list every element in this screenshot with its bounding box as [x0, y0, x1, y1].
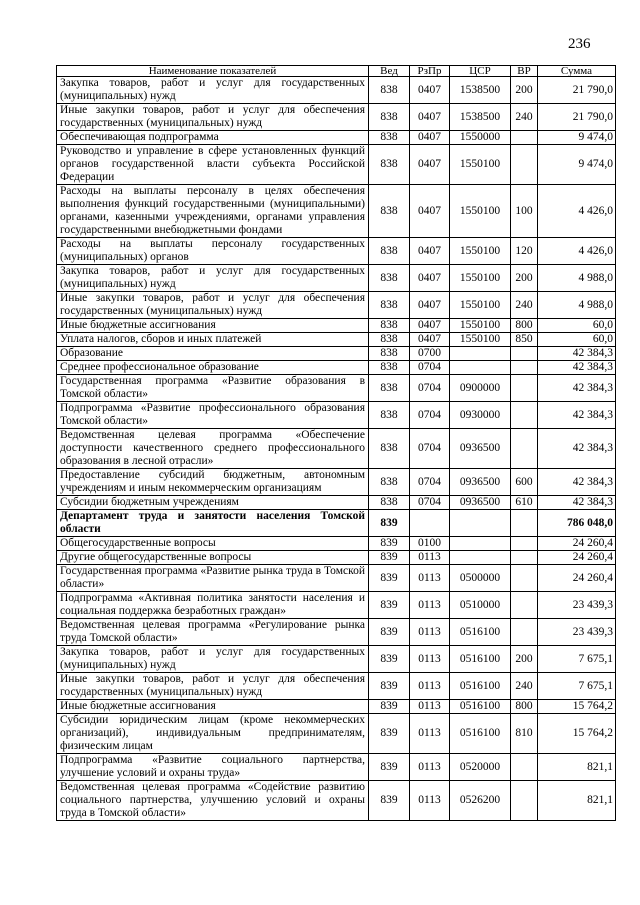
cell-vr: 240	[511, 673, 538, 700]
table-row	[57, 510, 616, 537]
table-row	[57, 496, 616, 510]
table-row	[57, 619, 616, 646]
cell-ved: 838	[369, 361, 410, 375]
cell-ved: 838	[369, 319, 410, 333]
cell-name: Общегосударственные вопросы	[57, 537, 369, 551]
cell-vr	[511, 754, 538, 781]
cell-csr: 0516100	[450, 673, 511, 700]
cell-sum: 4 988,0	[538, 265, 616, 292]
cell-sum: 42 384,3	[538, 496, 616, 510]
table-row	[57, 185, 616, 238]
table-row	[57, 145, 616, 185]
cell-csr: 1538500	[450, 77, 511, 104]
page-number: 236	[568, 36, 591, 52]
table-row	[57, 319, 616, 333]
table-row	[57, 700, 616, 714]
table-row	[57, 469, 616, 496]
cell-rzpr: 0113	[410, 619, 450, 646]
cell-sum: 21 790,0	[538, 104, 616, 131]
cell-ved: 839	[369, 510, 410, 537]
cell-name: Закупка товаров, работ и услуг для государственных (муниципальных) нужд	[57, 265, 369, 292]
table-row	[57, 77, 616, 104]
cell-csr: 1550100	[450, 185, 511, 238]
cell-rzpr: 0113	[410, 673, 450, 700]
cell-ved: 839	[369, 619, 410, 646]
cell-rzpr: 0407	[410, 104, 450, 131]
cell-name: Предоставление субсидий бюджетным, автономным учреждениям и иным некоммерческим организациям	[57, 469, 369, 496]
cell-rzpr: 0407	[410, 77, 450, 104]
cell-name: Подпрограмма «Развитие профессионального образования Томской области»	[57, 402, 369, 429]
cell-ved: 838	[369, 375, 410, 402]
cell-vr: 240	[511, 292, 538, 319]
cell-rzpr: 0113	[410, 754, 450, 781]
cell-sum: 24 260,4	[538, 537, 616, 551]
cell-rzpr: 0704	[410, 429, 450, 469]
cell-rzpr: 0700	[410, 347, 450, 361]
cell-ved: 838	[369, 333, 410, 347]
cell-csr	[450, 537, 511, 551]
cell-ved: 838	[369, 131, 410, 145]
cell-rzpr: 0113	[410, 592, 450, 619]
cell-sum: 4 426,0	[538, 185, 616, 238]
cell-name: Государственная программа «Развитие образования в Томской области»	[57, 375, 369, 402]
cell-ved: 838	[369, 238, 410, 265]
cell-sum: 42 384,3	[538, 429, 616, 469]
table-row	[57, 333, 616, 347]
cell-ved: 838	[369, 292, 410, 319]
cell-rzpr: 0407	[410, 145, 450, 185]
cell-name: Иные закупки товаров, работ и услуг для обеспечения государственных (муниципальных) нужд	[57, 673, 369, 700]
cell-csr: 1550100	[450, 265, 511, 292]
cell-rzpr: 0407	[410, 131, 450, 145]
cell-name: Обеспечивающая подпрограмма	[57, 131, 369, 145]
cell-name: Иные закупки товаров, работ и услуг для обеспечения государственных (муниципальных) нужд	[57, 104, 369, 131]
cell-sum: 42 384,3	[538, 361, 616, 375]
cell-vr: 240	[511, 104, 538, 131]
cell-vr	[511, 429, 538, 469]
table-row	[57, 646, 616, 673]
cell-name: Уплата налогов, сборов и иных платежей	[57, 333, 369, 347]
cell-name: Ведомственная целевая программа «Обеспечение доступности качественного среднего профессионального образования в лесной отрасли»	[57, 429, 369, 469]
cell-vr: 100	[511, 185, 538, 238]
cell-sum: 4 988,0	[538, 292, 616, 319]
cell-csr: 0516100	[450, 714, 511, 754]
cell-rzpr: 0407	[410, 319, 450, 333]
cell-vr: 610	[511, 496, 538, 510]
header-vr: ВР	[511, 66, 538, 77]
table-body	[57, 77, 616, 821]
cell-ved: 838	[369, 347, 410, 361]
cell-rzpr: 0113	[410, 714, 450, 754]
cell-rzpr: 0113	[410, 565, 450, 592]
cell-csr: 0936500	[450, 496, 511, 510]
cell-ved: 839	[369, 646, 410, 673]
table-row	[57, 238, 616, 265]
cell-sum: 42 384,3	[538, 402, 616, 429]
cell-rzpr: 0113	[410, 551, 450, 565]
cell-sum: 9 474,0	[538, 131, 616, 145]
cell-csr: 0526200	[450, 781, 511, 821]
cell-sum: 21 790,0	[538, 77, 616, 104]
cell-csr: 0520000	[450, 754, 511, 781]
cell-name: Иные бюджетные ассигнования	[57, 700, 369, 714]
cell-sum: 60,0	[538, 333, 616, 347]
cell-vr	[511, 510, 538, 537]
cell-vr	[511, 361, 538, 375]
table-row	[57, 375, 616, 402]
cell-ved: 839	[369, 565, 410, 592]
cell-name: Подпрограмма «Развитие социального партнерства, улучшение условий и охраны труда»	[57, 754, 369, 781]
cell-csr: 0930000	[450, 402, 511, 429]
cell-sum: 42 384,3	[538, 347, 616, 361]
cell-vr: 800	[511, 319, 538, 333]
table-row	[57, 429, 616, 469]
cell-name: Департамент труда и занятости населения Томской области	[57, 510, 369, 537]
cell-sum: 9 474,0	[538, 145, 616, 185]
cell-name: Расходы на выплаты персоналу в целях обеспечения выполнения функций государственными (муниципальными) органами, казенными учреждениями, органами управления государственными внебюджетными фондами	[57, 185, 369, 238]
cell-vr	[511, 537, 538, 551]
cell-vr: 850	[511, 333, 538, 347]
cell-sum: 821,1	[538, 781, 616, 821]
cell-vr: 200	[511, 265, 538, 292]
cell-rzpr: 0113	[410, 700, 450, 714]
cell-vr: 120	[511, 238, 538, 265]
cell-vr	[511, 145, 538, 185]
cell-csr: 0510000	[450, 592, 511, 619]
table-row	[57, 537, 616, 551]
cell-csr: 1550100	[450, 292, 511, 319]
cell-vr: 200	[511, 646, 538, 673]
cell-csr: 1550000	[450, 131, 511, 145]
cell-ved: 838	[369, 429, 410, 469]
table-row	[57, 361, 616, 375]
table-row	[57, 551, 616, 565]
cell-vr: 600	[511, 469, 538, 496]
header-name: Наименование показателей	[57, 66, 369, 77]
cell-name: Образование	[57, 347, 369, 361]
header-ved: Вед	[369, 66, 410, 77]
cell-name: Руководство и управление в сфере установленных функций органов государственной власти субъекта Российской Федерации	[57, 145, 369, 185]
budget-table	[56, 65, 616, 821]
cell-name: Среднее профессиональное образование	[57, 361, 369, 375]
cell-vr: 810	[511, 714, 538, 754]
cell-ved: 839	[369, 537, 410, 551]
table-row	[57, 781, 616, 821]
cell-rzpr: 0407	[410, 185, 450, 238]
cell-sum: 42 384,3	[538, 469, 616, 496]
cell-rzpr: 0704	[410, 402, 450, 429]
cell-sum: 23 439,3	[538, 619, 616, 646]
cell-ved: 838	[369, 469, 410, 496]
table-row	[57, 131, 616, 145]
cell-csr: 1550100	[450, 145, 511, 185]
cell-rzpr: 0704	[410, 375, 450, 402]
table-row	[57, 673, 616, 700]
cell-csr: 0936500	[450, 429, 511, 469]
cell-csr: 1550100	[450, 319, 511, 333]
cell-csr	[450, 510, 511, 537]
cell-name: Иные закупки товаров, работ и услуг для обеспечения государственных (муниципальных) нужд	[57, 292, 369, 319]
cell-vr	[511, 565, 538, 592]
cell-vr	[511, 781, 538, 821]
cell-sum: 7 675,1	[538, 673, 616, 700]
cell-ved: 838	[369, 145, 410, 185]
header-csr: ЦСР	[450, 66, 511, 77]
cell-csr: 1538500	[450, 104, 511, 131]
cell-sum: 24 260,4	[538, 565, 616, 592]
cell-rzpr	[410, 510, 450, 537]
cell-rzpr: 0704	[410, 361, 450, 375]
cell-vr	[511, 619, 538, 646]
cell-sum: 42 384,3	[538, 375, 616, 402]
header-rzpr: РзПр	[410, 66, 450, 77]
table-row	[57, 714, 616, 754]
cell-csr	[450, 347, 511, 361]
cell-rzpr: 0407	[410, 333, 450, 347]
cell-vr	[511, 402, 538, 429]
cell-rzpr: 0100	[410, 537, 450, 551]
cell-ved: 839	[369, 754, 410, 781]
cell-sum: 23 439,3	[538, 592, 616, 619]
cell-csr: 0936500	[450, 469, 511, 496]
cell-sum: 7 675,1	[538, 646, 616, 673]
cell-vr	[511, 592, 538, 619]
cell-rzpr: 0704	[410, 496, 450, 510]
cell-sum: 60,0	[538, 319, 616, 333]
cell-vr: 800	[511, 700, 538, 714]
cell-name: Другие общегосударственные вопросы	[57, 551, 369, 565]
cell-csr: 1550100	[450, 238, 511, 265]
cell-ved: 838	[369, 402, 410, 429]
cell-rzpr: 0113	[410, 646, 450, 673]
cell-ved: 838	[369, 77, 410, 104]
cell-rzpr: 0407	[410, 265, 450, 292]
table-row	[57, 347, 616, 361]
cell-name: Расходы на выплаты персоналу государственных (муниципальных) органов	[57, 238, 369, 265]
cell-csr	[450, 551, 511, 565]
cell-ved: 839	[369, 714, 410, 754]
cell-ved: 839	[369, 781, 410, 821]
cell-vr	[511, 375, 538, 402]
cell-ved: 839	[369, 551, 410, 565]
cell-ved: 838	[369, 496, 410, 510]
cell-csr: 0516100	[450, 646, 511, 673]
cell-rzpr: 0407	[410, 292, 450, 319]
cell-sum: 15 764,2	[538, 714, 616, 754]
cell-ved: 839	[369, 700, 410, 714]
cell-sum: 821,1	[538, 754, 616, 781]
cell-ved: 838	[369, 185, 410, 238]
cell-name: Субсидии бюджетным учреждениям	[57, 496, 369, 510]
cell-sum: 24 260,4	[538, 551, 616, 565]
cell-vr: 200	[511, 77, 538, 104]
table-row	[57, 592, 616, 619]
table-row	[57, 292, 616, 319]
cell-rzpr: 0113	[410, 781, 450, 821]
cell-vr	[511, 131, 538, 145]
table-row	[57, 754, 616, 781]
cell-rzpr: 0704	[410, 469, 450, 496]
cell-sum: 15 764,2	[538, 700, 616, 714]
cell-ved: 839	[369, 673, 410, 700]
cell-csr	[450, 361, 511, 375]
cell-ved: 838	[369, 265, 410, 292]
cell-name: Ведомственная целевая программа «Содействие развитию социального партнерства, улучшению условий и охраны труда в Томской области»	[57, 781, 369, 821]
cell-name: Закупка товаров, работ и услуг для государственных (муниципальных) нужд	[57, 77, 369, 104]
cell-rzpr: 0407	[410, 238, 450, 265]
cell-csr: 0900000	[450, 375, 511, 402]
table-header-row	[57, 66, 616, 77]
cell-name: Закупка товаров, работ и услуг для государственных (муниципальных) нужд	[57, 646, 369, 673]
table-row	[57, 265, 616, 292]
cell-name: Государственная программа «Развитие рынка труда в Томской области»	[57, 565, 369, 592]
cell-name: Иные бюджетные ассигнования	[57, 319, 369, 333]
table-row	[57, 104, 616, 131]
cell-name: Подпрограмма «Активная политика занятости населения и социальная поддержка безработных граждан»	[57, 592, 369, 619]
cell-vr	[511, 347, 538, 361]
cell-vr	[511, 551, 538, 565]
cell-csr: 0516100	[450, 700, 511, 714]
cell-ved: 839	[369, 592, 410, 619]
cell-name: Ведомственная целевая программа «Регулирование рынка труда Томской области»	[57, 619, 369, 646]
table-row	[57, 565, 616, 592]
cell-csr: 0500000	[450, 565, 511, 592]
cell-csr: 1550100	[450, 333, 511, 347]
cell-csr: 0516100	[450, 619, 511, 646]
header-sum: Сумма	[538, 66, 616, 77]
cell-ved: 838	[369, 104, 410, 131]
cell-sum: 4 426,0	[538, 238, 616, 265]
table-row	[57, 402, 616, 429]
cell-sum: 786 048,0	[538, 510, 616, 537]
cell-name: Субсидии юридическим лицам (кроме некоммерческих организаций), индивидуальным предпринимателям, физическим лицам	[57, 714, 369, 754]
